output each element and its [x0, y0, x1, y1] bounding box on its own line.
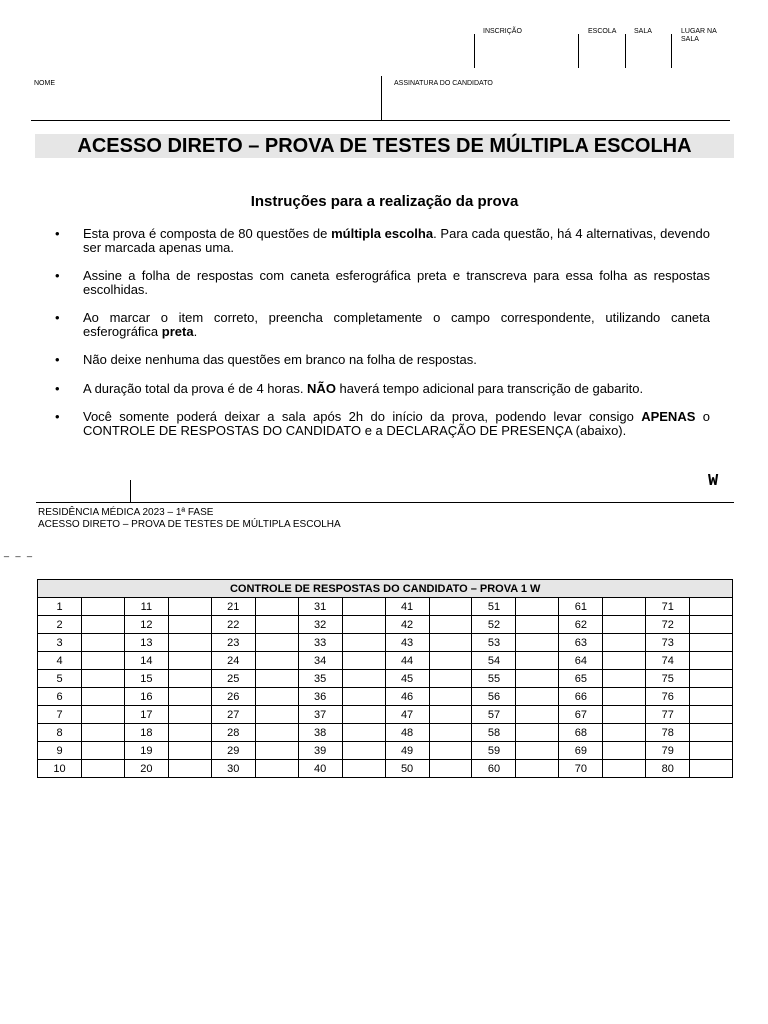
question-number: 36 — [298, 688, 342, 706]
answer-cell[interactable] — [342, 598, 385, 616]
bullet-icon: • — [55, 268, 60, 283]
question-number: 65 — [559, 670, 603, 688]
answer-cell[interactable] — [429, 688, 472, 706]
exam-title: ACESSO DIRETO – PROVA DE TESTES DE MÚLTIPLA ESCOLHA — [77, 135, 692, 157]
question-number: 32 — [298, 616, 342, 634]
answer-cell[interactable] — [255, 724, 298, 742]
instruction-item: • Ao marcar o item correto, preencha completamente o campo correspondente, utilizando caneta esferográfica preta. — [55, 310, 710, 339]
answer-cell[interactable] — [342, 634, 385, 652]
answer-cell[interactable] — [168, 706, 211, 724]
question-number: 7 — [38, 706, 82, 724]
answer-cell[interactable] — [516, 742, 559, 760]
answer-cell[interactable] — [603, 742, 646, 760]
answer-cell[interactable] — [429, 670, 472, 688]
inscricao-field-divider — [474, 34, 475, 68]
bullet-icon: • — [55, 409, 60, 424]
answer-cell[interactable] — [429, 616, 472, 634]
instruction-item: • Esta prova é composta de 80 questões de múltipla escolha. Para cada questão, há 4 alternativas, devendo ser marcada apenas uma. — [55, 226, 710, 255]
answer-control-table — [37, 579, 733, 778]
answer-cell[interactable] — [168, 652, 211, 670]
answer-cell[interactable] — [690, 652, 733, 670]
answer-cell[interactable] — [342, 760, 385, 778]
answer-cell[interactable] — [82, 616, 125, 634]
answer-cell[interactable] — [342, 706, 385, 724]
table-row — [38, 652, 733, 670]
question-number: 8 — [38, 724, 82, 742]
question-number: 70 — [559, 760, 603, 778]
answer-cell[interactable] — [603, 706, 646, 724]
question-number: 5 — [38, 670, 82, 688]
answer-cell[interactable] — [429, 760, 472, 778]
answer-cell[interactable] — [255, 670, 298, 688]
question-number: 30 — [211, 760, 255, 778]
footer-line-2: ACESSO DIRETO – PROVA DE TESTES DE MÚLTIPLA ESCOLHA — [38, 519, 341, 530]
question-number: 40 — [298, 760, 342, 778]
question-number: 64 — [559, 652, 603, 670]
answer-cell[interactable] — [168, 616, 211, 634]
answer-cell[interactable] — [168, 670, 211, 688]
answer-cell[interactable] — [690, 688, 733, 706]
answer-cell[interactable] — [82, 688, 125, 706]
lugar-label: LUGAR NA SALA — [681, 28, 717, 43]
question-number: 20 — [124, 760, 168, 778]
question-number: 68 — [559, 724, 603, 742]
answer-cell[interactable] — [690, 616, 733, 634]
answer-cell[interactable] — [342, 724, 385, 742]
answer-cell[interactable] — [516, 760, 559, 778]
answer-cell[interactable] — [603, 616, 646, 634]
table-row — [38, 760, 733, 778]
answer-cell[interactable] — [255, 634, 298, 652]
question-number: 54 — [472, 652, 516, 670]
answer-cell[interactable] — [255, 742, 298, 760]
answer-cell[interactable] — [690, 634, 733, 652]
question-number: 49 — [385, 742, 429, 760]
answer-cell[interactable] — [690, 742, 733, 760]
answer-cell[interactable] — [255, 598, 298, 616]
question-number: 15 — [124, 670, 168, 688]
nome-assinatura-divider — [381, 76, 382, 120]
sala-field-divider — [625, 34, 626, 68]
sala-label: SALA — [634, 28, 652, 35]
question-number: 38 — [298, 724, 342, 742]
answer-cell[interactable] — [168, 634, 211, 652]
answer-cell[interactable] — [690, 598, 733, 616]
footer-line-1: RESIDÊNCIA MÉDICA 2023 – 1ª FASE — [38, 507, 214, 518]
question-number: 71 — [646, 598, 690, 616]
answer-cell[interactable] — [516, 652, 559, 670]
bullet-icon: • — [55, 226, 60, 241]
instructions-heading: Instruções para a realização da prova — [250, 193, 519, 210]
answer-cell[interactable] — [255, 652, 298, 670]
question-number: 16 — [124, 688, 168, 706]
answer-cell[interactable] — [82, 706, 125, 724]
nome-label: NOME — [34, 80, 55, 87]
answer-cell[interactable] — [168, 760, 211, 778]
question-number: 9 — [38, 742, 82, 760]
instruction-item: • A duração total da prova é de 4 horas. NÃO haverá tempo adicional para transcrição de gabarito. — [55, 381, 644, 396]
answer-cell[interactable] — [516, 598, 559, 616]
question-number: 52 — [472, 616, 516, 634]
question-number: 62 — [559, 616, 603, 634]
instruction-item: • Você somente poderá deixar a sala após 2h do início da prova, podendo levar consigo APENAS o CONTROLE DE RESPOSTAS DO CANDIDATO e a DECLARAÇÃO DE PRESENÇA (abaixo). — [55, 409, 711, 438]
cut-line: _ _ _ — [4, 547, 35, 557]
answer-cell[interactable] — [255, 616, 298, 634]
question-number: 10 — [38, 760, 82, 778]
instruction-item: • Não deixe nenhuma das questões em branco na folha de respostas. — [55, 352, 477, 367]
bullet-icon: • — [55, 352, 60, 367]
table-row — [38, 706, 733, 724]
question-number: 59 — [472, 742, 516, 760]
question-number: 28 — [211, 724, 255, 742]
answer-cell[interactable] — [603, 760, 646, 778]
question-number: 55 — [472, 670, 516, 688]
answer-cell[interactable] — [603, 652, 646, 670]
footer-divider — [130, 480, 131, 502]
question-number: 17 — [124, 706, 168, 724]
question-number: 67 — [559, 706, 603, 724]
answer-cell[interactable] — [82, 760, 125, 778]
answer-cell[interactable] — [82, 634, 125, 652]
answer-cell[interactable] — [516, 688, 559, 706]
question-number: 69 — [559, 742, 603, 760]
answer-cell[interactable] — [168, 742, 211, 760]
question-number: 18 — [124, 724, 168, 742]
answer-cell[interactable] — [516, 616, 559, 634]
question-number: 27 — [211, 706, 255, 724]
question-number: 57 — [472, 706, 516, 724]
answer-cell[interactable] — [168, 688, 211, 706]
header-bottom-rule — [31, 120, 730, 121]
table-row — [38, 598, 733, 616]
question-number: 35 — [298, 670, 342, 688]
question-number: 66 — [559, 688, 603, 706]
version-mark: W — [708, 472, 719, 491]
answer-cell[interactable] — [168, 724, 211, 742]
question-number: 72 — [646, 616, 690, 634]
inscricao-label: INSCRIÇÃO — [483, 28, 522, 35]
answer-cell[interactable] — [690, 724, 733, 742]
answer-cell[interactable] — [690, 670, 733, 688]
question-number: 3 — [38, 634, 82, 652]
answer-cell[interactable] — [429, 598, 472, 616]
question-number: 76 — [646, 688, 690, 706]
question-number: 12 — [124, 616, 168, 634]
table-row — [38, 616, 733, 634]
question-number: 61 — [559, 598, 603, 616]
answer-cell[interactable] — [603, 688, 646, 706]
question-number: 50 — [385, 760, 429, 778]
question-number: 78 — [646, 724, 690, 742]
answer-cell[interactable] — [603, 634, 646, 652]
question-number: 73 — [646, 634, 690, 652]
question-number: 60 — [472, 760, 516, 778]
question-number: 25 — [211, 670, 255, 688]
question-number: 44 — [385, 652, 429, 670]
answer-cell[interactable] — [82, 724, 125, 742]
answer-cell[interactable] — [516, 634, 559, 652]
question-number: 22 — [211, 616, 255, 634]
table-row — [38, 724, 733, 742]
answer-cell[interactable] — [342, 652, 385, 670]
exam-title-bar — [35, 134, 734, 158]
answer-cell[interactable] — [516, 670, 559, 688]
answer-cell[interactable] — [429, 634, 472, 652]
answer-cell[interactable] — [429, 706, 472, 724]
question-number: 37 — [298, 706, 342, 724]
answer-cell[interactable] — [429, 742, 472, 760]
question-number: 19 — [124, 742, 168, 760]
question-number: 13 — [124, 634, 168, 652]
question-number: 31 — [298, 598, 342, 616]
question-number: 58 — [472, 724, 516, 742]
question-number: 1 — [38, 598, 82, 616]
question-number: 14 — [124, 652, 168, 670]
question-number: 75 — [646, 670, 690, 688]
answer-cell[interactable] — [342, 688, 385, 706]
escola-field-divider — [578, 34, 579, 68]
table-row — [38, 688, 733, 706]
question-number: 34 — [298, 652, 342, 670]
question-number: 6 — [38, 688, 82, 706]
answer-cell[interactable] — [603, 598, 646, 616]
instructions-list — [55, 227, 710, 438]
answer-cell[interactable] — [342, 742, 385, 760]
question-number: 42 — [385, 616, 429, 634]
answer-cell[interactable] — [429, 652, 472, 670]
assinatura-label: ASSINATURA DO CANDIDATO — [394, 80, 493, 87]
answer-cell[interactable] — [255, 706, 298, 724]
question-number: 11 — [124, 598, 168, 616]
answer-cell[interactable] — [690, 760, 733, 778]
question-number: 45 — [385, 670, 429, 688]
escola-label: ESCOLA — [588, 28, 617, 35]
question-number: 56 — [472, 688, 516, 706]
question-number: 48 — [385, 724, 429, 742]
answer-control-title: CONTROLE DE RESPOSTAS DO CANDIDATO – PROVA 1 W — [38, 580, 733, 598]
answer-cell[interactable] — [429, 724, 472, 742]
answer-cell[interactable] — [82, 652, 125, 670]
answer-cell[interactable] — [603, 670, 646, 688]
answer-cell[interactable] — [603, 724, 646, 742]
lugar-field-divider — [671, 34, 672, 68]
question-number: 53 — [472, 634, 516, 652]
bullet-icon: • — [55, 310, 60, 325]
answer-cell[interactable] — [342, 616, 385, 634]
question-number: 2 — [38, 616, 82, 634]
question-number: 26 — [211, 688, 255, 706]
footer-rule — [36, 502, 734, 503]
question-number: 21 — [211, 598, 255, 616]
question-number: 77 — [646, 706, 690, 724]
instruction-item: • Assine a folha de respostas com caneta esferográfica preta e transcreva para essa folha as respostas escolhidas. — [55, 268, 710, 297]
answer-cell[interactable] — [516, 706, 559, 724]
question-number: 4 — [38, 652, 82, 670]
answer-cell[interactable] — [690, 706, 733, 724]
answer-cell[interactable] — [82, 742, 125, 760]
answer-cell[interactable] — [255, 688, 298, 706]
answer-cell[interactable] — [255, 760, 298, 778]
table-row — [38, 634, 733, 652]
question-number: 24 — [211, 652, 255, 670]
question-number: 80 — [646, 760, 690, 778]
question-number: 33 — [298, 634, 342, 652]
question-number: 79 — [646, 742, 690, 760]
answer-cell[interactable] — [82, 670, 125, 688]
answer-cell[interactable] — [516, 724, 559, 742]
question-number: 63 — [559, 634, 603, 652]
question-number: 47 — [385, 706, 429, 724]
question-number: 43 — [385, 634, 429, 652]
question-number: 23 — [211, 634, 255, 652]
question-number: 46 — [385, 688, 429, 706]
table-row — [38, 742, 733, 760]
question-number: 74 — [646, 652, 690, 670]
bullet-icon: • — [55, 381, 60, 396]
question-number: 41 — [385, 598, 429, 616]
question-number: 29 — [211, 742, 255, 760]
answer-cell[interactable] — [342, 670, 385, 688]
question-number: 39 — [298, 742, 342, 760]
answer-cell[interactable] — [168, 598, 211, 616]
question-number: 51 — [472, 598, 516, 616]
answer-cell[interactable] — [82, 598, 125, 616]
table-row — [38, 670, 733, 688]
